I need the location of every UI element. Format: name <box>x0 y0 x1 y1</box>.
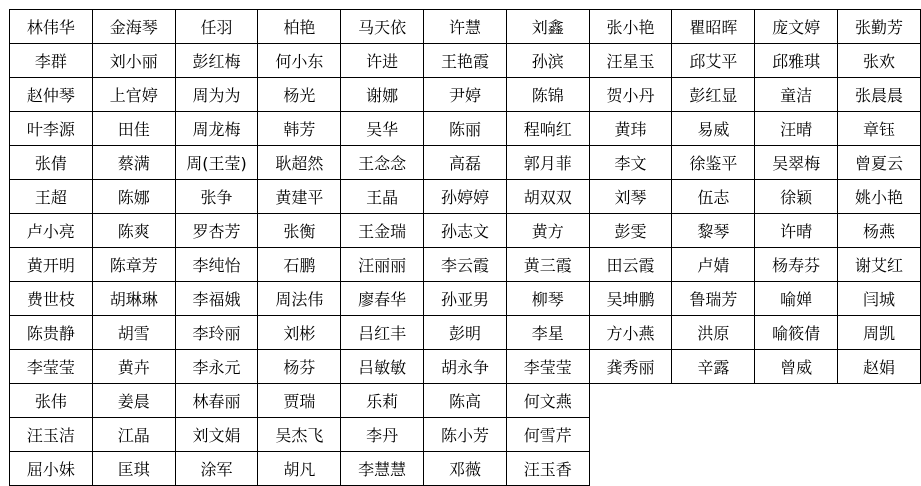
name-cell: 石鹏 <box>258 248 341 282</box>
name-cell: 吴杰飞 <box>258 418 341 452</box>
name-cell: 刘琴 <box>589 180 672 214</box>
name-cell: 刘文娟 <box>175 418 258 452</box>
name-cell: 陈爽 <box>92 214 175 248</box>
name-cell: 李慧慧 <box>341 452 424 486</box>
name-cell: 李玲丽 <box>175 316 258 350</box>
name-cell: 方小燕 <box>589 316 672 350</box>
name-cell: 陈高 <box>424 384 507 418</box>
name-cell: 黄三霞 <box>506 248 589 282</box>
name-cell: 刘小丽 <box>92 44 175 78</box>
name-cell: 尹婷 <box>424 78 507 112</box>
name-cell: 张欢 <box>838 44 921 78</box>
name-cell: 喻婵 <box>755 282 838 316</box>
name-cell: 吴翠梅 <box>755 146 838 180</box>
empty-cell <box>672 452 755 486</box>
empty-cell <box>838 418 921 452</box>
name-cell: 周为为 <box>175 78 258 112</box>
name-cell: 杨燕 <box>838 214 921 248</box>
name-cell: 李丹 <box>341 418 424 452</box>
name-cell: 孙婷婷 <box>424 180 507 214</box>
empty-cell <box>838 452 921 486</box>
name-cell: 任羽 <box>175 10 258 44</box>
name-cell: 李永元 <box>175 350 258 384</box>
table-row <box>10 112 921 146</box>
name-cell: 黄建平 <box>258 180 341 214</box>
empty-cell <box>755 452 838 486</box>
name-cell: 陈丽 <box>424 112 507 146</box>
table-row <box>10 350 921 384</box>
name-cell: 李莹莹 <box>10 350 93 384</box>
name-cell: 张勤芳 <box>838 10 921 44</box>
name-cell: 田佳 <box>92 112 175 146</box>
name-cell: 谢艾红 <box>838 248 921 282</box>
name-cell: 彭红显 <box>672 78 755 112</box>
name-cell: 黄开明 <box>10 248 93 282</box>
table-row <box>10 146 921 180</box>
name-cell: 章钰 <box>838 112 921 146</box>
name-cell: 王金瑞 <box>341 214 424 248</box>
name-cell: 郭月菲 <box>506 146 589 180</box>
name-cell: 徐鉴平 <box>672 146 755 180</box>
table-row <box>10 78 921 112</box>
name-cell: 吕红丰 <box>341 316 424 350</box>
name-cell: 许进 <box>341 44 424 78</box>
name-cell: 易威 <box>672 112 755 146</box>
name-cell: 姜晨 <box>92 384 175 418</box>
name-cell: 柳琴 <box>506 282 589 316</box>
name-cell: 周凯 <box>838 316 921 350</box>
name-cell: 胡凡 <box>258 452 341 486</box>
name-cell: 张争 <box>175 180 258 214</box>
name-cell: 龚秀丽 <box>589 350 672 384</box>
name-cell: 蔡满 <box>92 146 175 180</box>
name-cell: 耿超然 <box>258 146 341 180</box>
name-cell: 张晨晨 <box>838 78 921 112</box>
name-cell: 王念念 <box>341 146 424 180</box>
name-cell: 李莹莹 <box>506 350 589 384</box>
name-cell: 孙亚男 <box>424 282 507 316</box>
name-cell: 张小艳 <box>589 10 672 44</box>
name-cell: 李纯怡 <box>175 248 258 282</box>
name-cell: 洪原 <box>672 316 755 350</box>
name-cell: 王艳霞 <box>424 44 507 78</box>
name-cell: 韩芳 <box>258 112 341 146</box>
name-cell: 彭红梅 <box>175 44 258 78</box>
name-cell: 吕敏敏 <box>341 350 424 384</box>
table-row <box>10 452 921 486</box>
name-cell: 屈小妹 <box>10 452 93 486</box>
name-cell: 彭明 <box>424 316 507 350</box>
name-cell: 胡琳琳 <box>92 282 175 316</box>
name-cell: 喻筱倩 <box>755 316 838 350</box>
name-cell: 瞿昭晖 <box>672 10 755 44</box>
name-cell: 胡双双 <box>506 180 589 214</box>
name-cell: 刘彬 <box>258 316 341 350</box>
empty-cell <box>838 384 921 418</box>
name-cell: 李星 <box>506 316 589 350</box>
name-cell: 王晶 <box>341 180 424 214</box>
name-cell: 陈小芳 <box>424 418 507 452</box>
name-cell: 匡琪 <box>92 452 175 486</box>
name-cell: 曾夏云 <box>838 146 921 180</box>
name-cell: 张倩 <box>10 146 93 180</box>
name-cell: 费世枝 <box>10 282 93 316</box>
name-cell: 辛露 <box>672 350 755 384</box>
name-cell: 刘鑫 <box>506 10 589 44</box>
table-row <box>10 10 921 44</box>
name-cell: 张伟 <box>10 384 93 418</box>
name-cell: 汪星玉 <box>589 44 672 78</box>
name-cell: 赵仲琴 <box>10 78 93 112</box>
name-cell: 高磊 <box>424 146 507 180</box>
name-cell: 柏艳 <box>258 10 341 44</box>
name-cell: 伍志 <box>672 180 755 214</box>
name-cell: 乐莉 <box>341 384 424 418</box>
table-row <box>10 248 921 282</box>
empty-cell <box>589 418 672 452</box>
name-cell: 廖春华 <box>341 282 424 316</box>
name-cell: 涂军 <box>175 452 258 486</box>
name-cell: 周龙梅 <box>175 112 258 146</box>
name-cell: 吴坤鹏 <box>589 282 672 316</box>
name-cell: 黄卉 <box>92 350 175 384</box>
name-cell: 许晴 <box>755 214 838 248</box>
name-cell: 罗杏芳 <box>175 214 258 248</box>
name-cell: 林春丽 <box>175 384 258 418</box>
name-cell: 程响红 <box>506 112 589 146</box>
empty-cell <box>589 452 672 486</box>
name-cell: 汪玉洁 <box>10 418 93 452</box>
table-row <box>10 44 921 78</box>
name-cell: 鲁瑞芳 <box>672 282 755 316</box>
name-cell: 胡永争 <box>424 350 507 384</box>
empty-cell <box>755 418 838 452</box>
table-row <box>10 282 921 316</box>
name-cell: 庞文婷 <box>755 10 838 44</box>
table-row <box>10 418 921 452</box>
name-cell: 孙志文 <box>424 214 507 248</box>
name-cell: 田云霞 <box>589 248 672 282</box>
table-row <box>10 316 921 350</box>
name-cell: 汪丽丽 <box>341 248 424 282</box>
name-cell: 徐颖 <box>755 180 838 214</box>
name-cell: 周法伟 <box>258 282 341 316</box>
name-cell: 李云霞 <box>424 248 507 282</box>
empty-cell <box>672 384 755 418</box>
name-cell: 卢婧 <box>672 248 755 282</box>
name-cell: 汪玉香 <box>506 452 589 486</box>
name-cell: 邱艾平 <box>672 44 755 78</box>
name-cell: 孙滨 <box>506 44 589 78</box>
name-cell: 贾瑞 <box>258 384 341 418</box>
name-cell: 陈章芳 <box>92 248 175 282</box>
name-cell: 李群 <box>10 44 93 78</box>
name-cell: 何文燕 <box>506 384 589 418</box>
name-cell: 卢小亮 <box>10 214 93 248</box>
table-row <box>10 180 921 214</box>
table-row <box>10 384 921 418</box>
name-cell: 杨寿芬 <box>755 248 838 282</box>
name-cell: 叶李源 <box>10 112 93 146</box>
name-cell: 曾威 <box>755 350 838 384</box>
name-cell: 何小东 <box>258 44 341 78</box>
name-cell: 王超 <box>10 180 93 214</box>
name-cell: 陈锦 <box>506 78 589 112</box>
name-cell: 黄玮 <box>589 112 672 146</box>
name-cell: 贺小丹 <box>589 78 672 112</box>
name-cell: 上官婷 <box>92 78 175 112</box>
name-cell: 金海琴 <box>92 10 175 44</box>
name-cell: 陈娜 <box>92 180 175 214</box>
name-cell: 谢娜 <box>341 78 424 112</box>
name-cell: 何雪芹 <box>506 418 589 452</box>
name-cell: 吴华 <box>341 112 424 146</box>
name-roster-table <box>9 9 921 486</box>
name-cell: 赵娟 <box>838 350 921 384</box>
table-row <box>10 214 921 248</box>
name-cell: 汪晴 <box>755 112 838 146</box>
name-cell: 杨芬 <box>258 350 341 384</box>
empty-cell <box>755 384 838 418</box>
name-cell: 彭雯 <box>589 214 672 248</box>
name-cell: 杨光 <box>258 78 341 112</box>
name-cell: 闫城 <box>838 282 921 316</box>
name-cell: 江晶 <box>92 418 175 452</box>
name-cell: 黎琴 <box>672 214 755 248</box>
name-cell: 童洁 <box>755 78 838 112</box>
name-cell: 林伟华 <box>10 10 93 44</box>
name-cell: 周(王莹) <box>175 146 258 180</box>
name-cell: 黄方 <box>506 214 589 248</box>
name-cell: 李福娥 <box>175 282 258 316</box>
name-cell: 马天依 <box>341 10 424 44</box>
name-cell: 张衡 <box>258 214 341 248</box>
empty-cell <box>589 384 672 418</box>
name-cell: 许慧 <box>424 10 507 44</box>
name-cell: 邓薇 <box>424 452 507 486</box>
name-cell: 胡雪 <box>92 316 175 350</box>
name-cell: 陈贵静 <box>10 316 93 350</box>
name-cell: 李文 <box>589 146 672 180</box>
name-cell: 邱雅琪 <box>755 44 838 78</box>
empty-cell <box>672 418 755 452</box>
name-cell: 姚小艳 <box>838 180 921 214</box>
